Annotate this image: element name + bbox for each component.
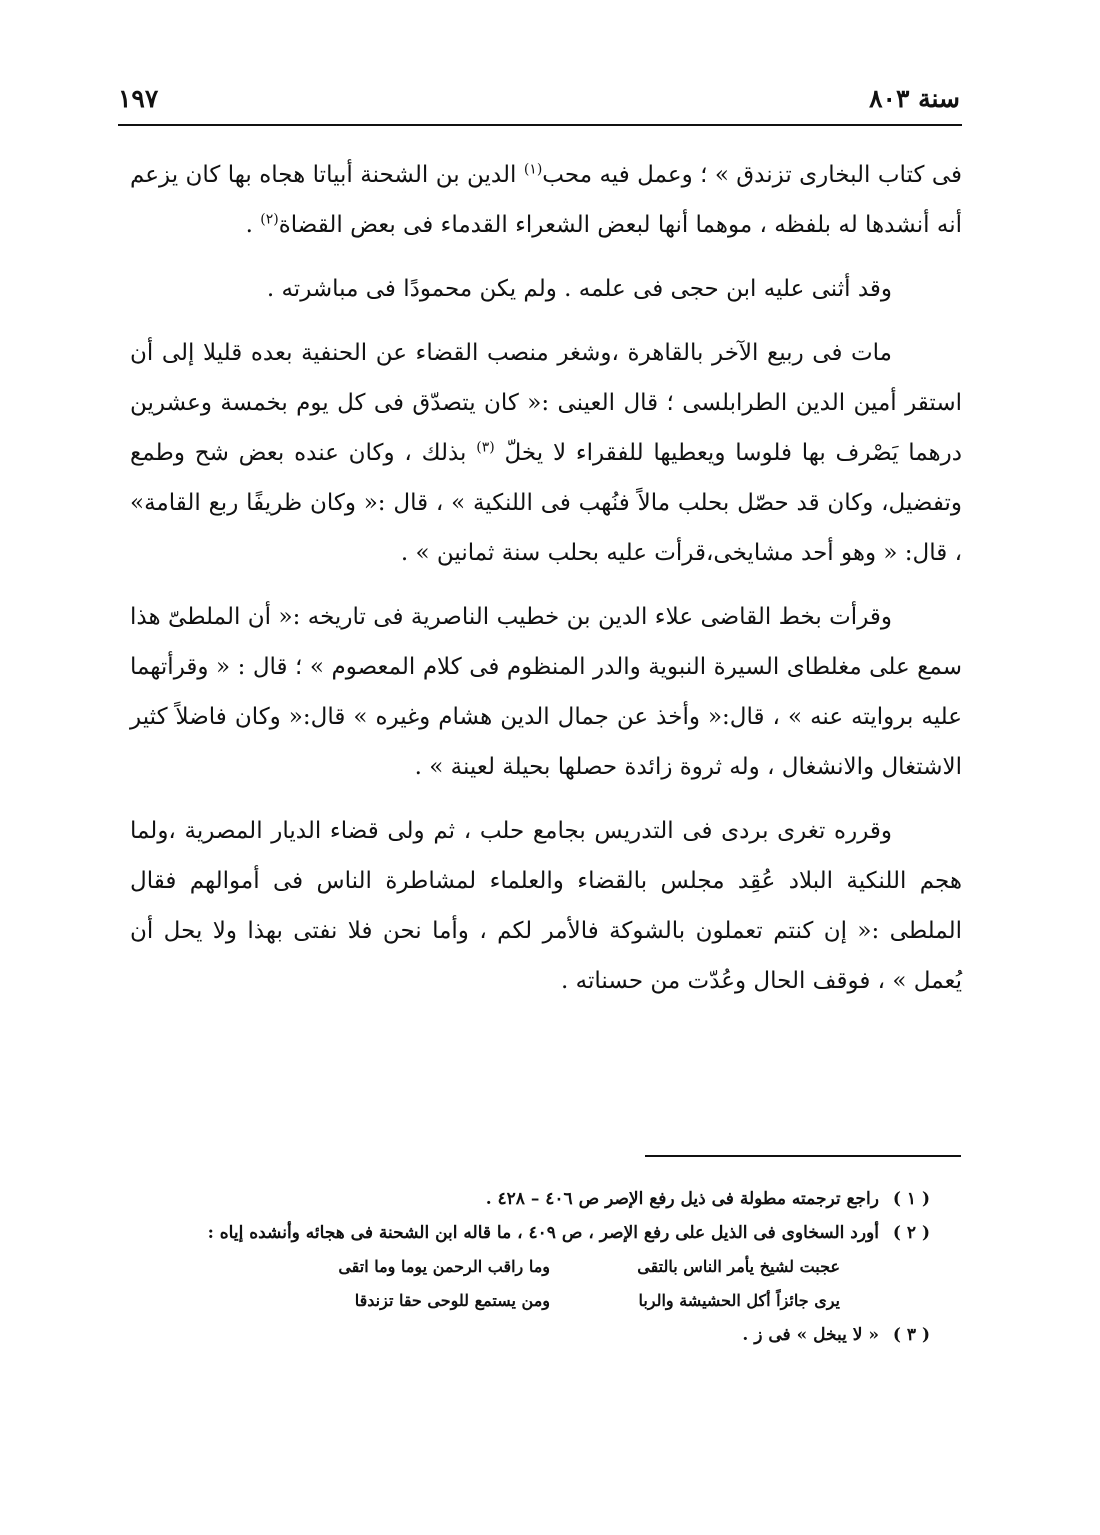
page-number: ١٩٧ (118, 84, 159, 113)
footnote-text: أورد السخاوى فى الذيل على رفع الإصر ، ص ٤٠٩ ، ما قاله ابن الشحنة فى هجائه وأنشده إياه : (207, 1223, 879, 1243)
verse-second-hemistich: وما راقب الرحمن يوما وما اتقى (338, 1257, 550, 1276)
footnote-ref-1: (١) (523, 161, 543, 178)
paragraph-4: وقرأت بخط القاضى علاء الدين بن خطيب الناصرية فى تاريخه :« أن الملطىّ هذا سمع على مغلطاى السيرة النبوية والدر المنظوم فى كلام المعصوم » ؛ قال : « وقرأتهما عليه بروايته عنه » ، قال:« وأخذ عن جمال الدين هشام وغيره » قال:« وكان فاضلاً كثير الاشتغال والانشغال ، وله ثروة زائدة حصلها بحيلة لعينة » . (130, 604, 962, 780)
footnote-number: ( ١ ) (892, 1189, 930, 1209)
verse-first-hemistich: يرى جائزاً أكل الحشيشة والربا (638, 1291, 840, 1310)
footnote-ref-3: (٣) (476, 439, 495, 456)
footnote-text: راجع ترجمته مطولة فى ذيل رفع الإصر ص ٤٠٦ – ٤٢٨ . (485, 1189, 879, 1209)
paragraph-3: مات فى ربيع الآخر بالقاهرة ،وشغر منصب القضاء عن الحنفية بعده قليلا إلى أن استقر أمين الدين الطرابلسى ؛ قال العينى :« كان يتصدّق فى كل يوم بخمسة وعشرين درهما يَصْرف بها فلوسا ويعطيها للفقراء لا يخلّ $^{(٣)}$ بذلك ، وكان عنده بعض شح وطمع وتفضيل، وكان قد حصّل بحلب مالاً فنُهب فى اللنكية » ، قال :« وكان ظريفًا ربع القامة» ، قال: « وهو أحد مشايخى،قرأت عليه بحلب سنة ثمانين » . (130, 340, 962, 566)
verse-first-hemistich: عجبت لشيخ يأمر الناس بالتقى (637, 1257, 840, 1276)
footnote-1 (150, 1182, 930, 1216)
footnote-3 (150, 1318, 930, 1352)
running-head-year: سنة ٨٠٣ (869, 84, 960, 113)
header-rule (118, 124, 962, 126)
footnote-text: « لا يبخل » فى ز . (742, 1325, 879, 1345)
page-header (118, 84, 960, 124)
footnote-number: ( ٢ ) (892, 1223, 930, 1243)
paragraph-1: فى كتاب البخارى تزندق » ؛ وعمل فيه محب$^{(١)}$ الدين بن الشحنة أبياتا هجاه بها كان يزعم أنه أنشدها له بلفظه ، موهما أنها لبعض الشعراء القدماء فى بعض القضاة$^{(٢)}$ . (130, 161, 962, 238)
footnote-number: ( ٣ ) (892, 1325, 930, 1345)
footnote-2 (150, 1216, 930, 1250)
main-text (130, 150, 962, 1020)
footnotes (150, 1182, 930, 1352)
paragraph-5: وقرره تغرى بردى فى التدريس بجامع حلب ، ثم ولى قضاء الديار المصرية ،ولما هجم اللنكية البلاد عُقِد مجلس بالقضاء والعلماء لمشاطرة الناس فى أموالهم فقال الملطى :« إن كنتم تعملون بالشوكة فالأمر لكم ، وأما نحن فلا نفتى بهذا ولا يحل أن يُعمل » ، فوقف الحال وعُدّت من حسناته . (130, 818, 962, 994)
verse-second-hemistich: ومن يستمع للوحى حقا تزندقا (354, 1291, 550, 1310)
footnote-ref-2: (٢) (260, 211, 279, 228)
paragraph-2: وقد أثنى عليه ابن حجى فى علمه . ولم يكن محمودًا فى مباشرته . (266, 276, 892, 302)
footnote-rule (645, 1155, 961, 1157)
verse-line (150, 1284, 930, 1318)
verse-line (150, 1250, 930, 1284)
